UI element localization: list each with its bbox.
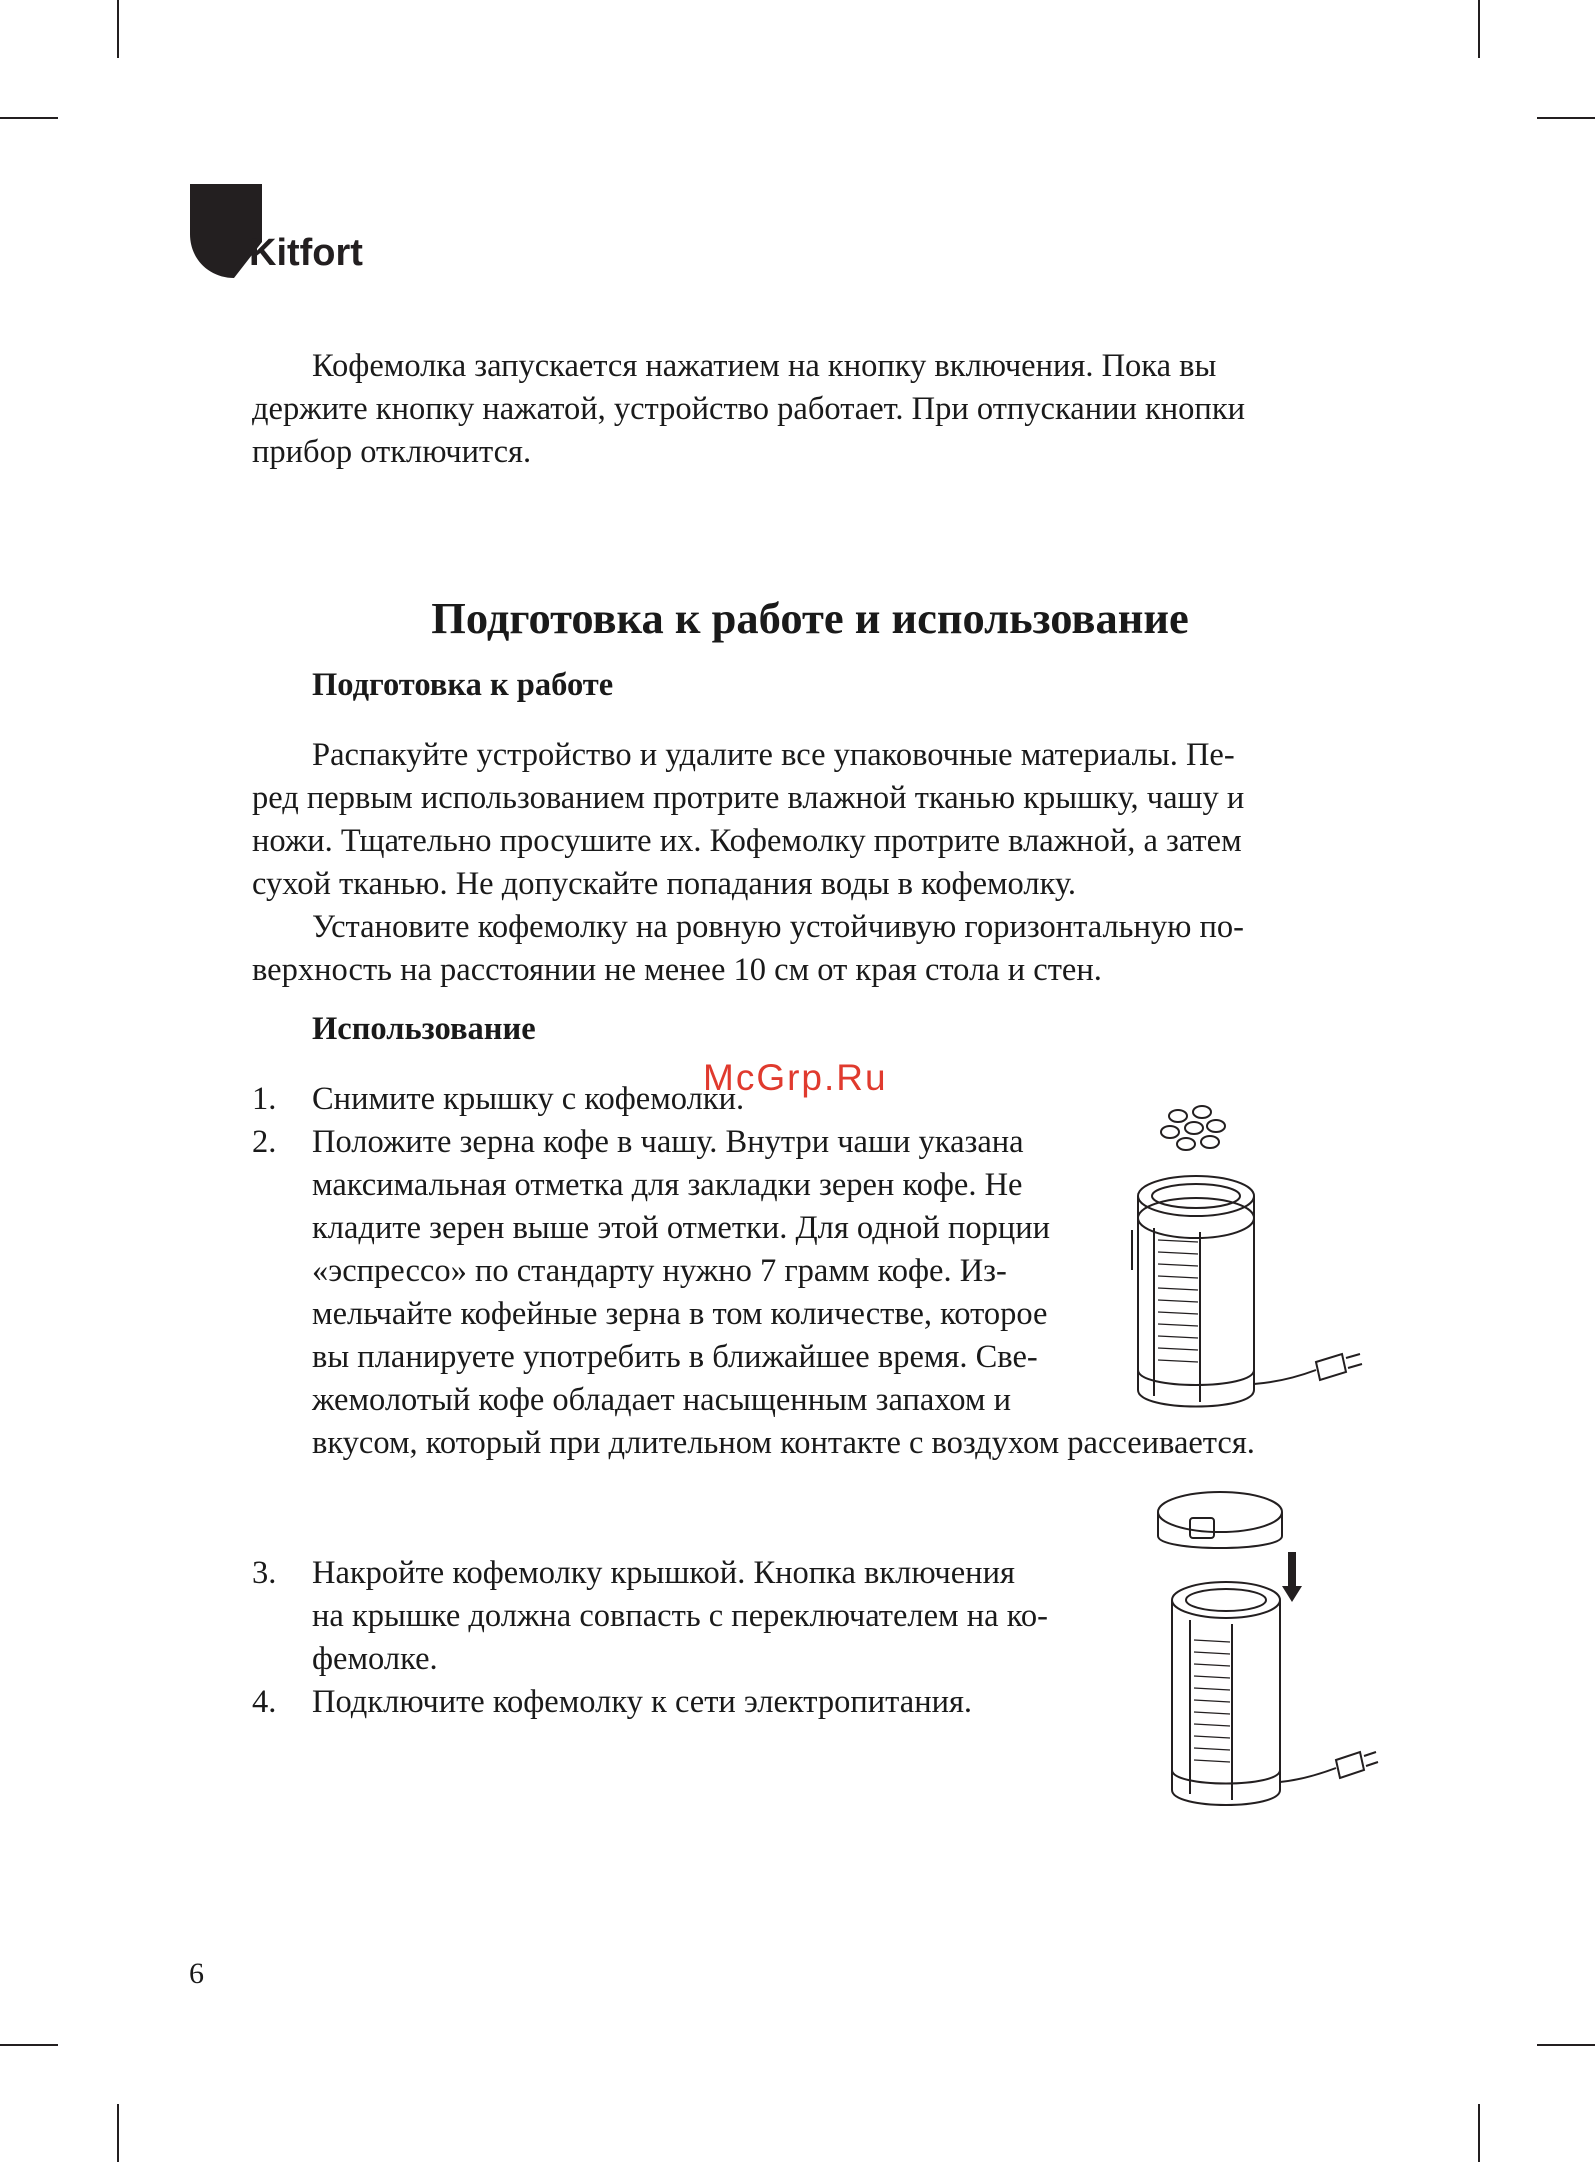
text-line: фемолке. (312, 1641, 438, 1677)
text-line: кладите зерен выше этой отметки. Для одной порции (312, 1210, 1051, 1246)
grinder-with-beans-illustration (1120, 1100, 1370, 1420)
text-line: ред первым использованием протрите влажной тканью крышку, чашу и (252, 780, 1245, 816)
usage-heading: Использование (312, 1011, 536, 1047)
section-title: Подготовка к работе и использование (431, 593, 1189, 643)
text-line: Снимите крышку с кофемолки. (312, 1081, 745, 1117)
crop-mark (0, 117, 58, 119)
text-line: Установите кофемолку на ровную устойчивую горизонтальную по- (312, 909, 1244, 945)
text-line: ножи. Тщательно просушите их. Кофемолку протрите влажной, а затем (252, 823, 1242, 859)
intro-paragraph (252, 345, 1245, 474)
crop-mark (1537, 2044, 1595, 2046)
grinder-with-lid-illustration (1150, 1490, 1380, 1820)
text-line: мельчайте кофейные зерна в том количестве, которое (312, 1296, 1048, 1332)
text-line: верхность на расстоянии не менее 10 см от края стола и стен. (252, 952, 1102, 988)
text-line: прибор отключится. (252, 434, 532, 470)
text-line: максимальная отметка для закладки зерен кофе. Не (312, 1167, 1023, 1203)
preparation-text (252, 734, 1244, 992)
list-number: 1. (252, 1081, 277, 1117)
text-line: «эспрессо» по стандарту нужно 7 грамм кофе. Из- (312, 1253, 1007, 1289)
text-line: Положите зерна кофе в чашу. Внутри чаши указана (312, 1124, 1024, 1160)
text-line: держите кнопку нажатой, устройство работает. При отпускании кнопки (252, 391, 1246, 427)
crop-mark (117, 0, 119, 58)
page-number: 6 (189, 1957, 204, 1990)
text-line: Кофемолка запускается нажатием на кнопку включения. Пока вы (312, 348, 1217, 384)
text-line: сухой тканью. Не допускайте попадания воды в кофемолку. (252, 866, 1077, 902)
list-number: 2. (252, 1124, 277, 1160)
brand-name: Kitfort (249, 232, 363, 274)
text-line: вы планируете употребить в ближайшее время. Све- (312, 1339, 1038, 1375)
text-line: Накройте кофемолку крышкой. Кнопка включения (312, 1555, 1015, 1591)
watermark: McGrp.Ru (703, 1057, 888, 1098)
down-arrow-icon (1282, 1552, 1302, 1602)
preparation-heading: Подготовка к работе (312, 667, 614, 703)
text-line: Подключите кофемолку к сети электропитания. (312, 1684, 973, 1720)
list-number: 3. (252, 1555, 277, 1591)
text-line: Распакуйте устройство и удалите все упаковочные материалы. Пе- (312, 737, 1235, 773)
list-number: 4. (252, 1684, 277, 1720)
text-line: на крышке должна совпасть с переключателем на ко- (312, 1598, 1048, 1634)
crop-mark (1478, 0, 1480, 58)
text-line: жемолотый кофе обладает насыщенным запахом и (312, 1382, 1011, 1418)
crop-mark (117, 2104, 119, 2162)
crop-mark (0, 2044, 58, 2046)
text-line: вкусом, который при длительном контакте с воздухом рассеивается. (312, 1425, 1255, 1461)
crop-mark (1478, 2104, 1480, 2162)
crop-mark (1537, 117, 1595, 119)
